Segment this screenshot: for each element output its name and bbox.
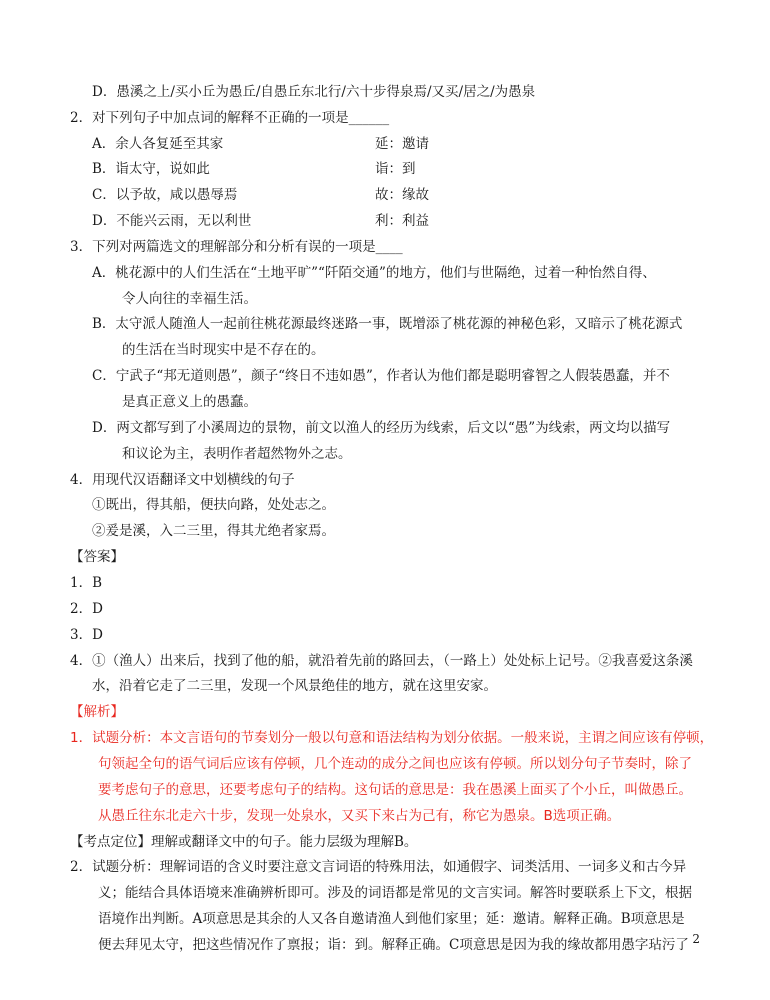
q3-option-c-line2: 是真正意义上的愚蠢。 xyxy=(122,394,257,410)
q2-option-a: A．余人各复延至其家 延：邀请 xyxy=(92,136,429,152)
analysis-2-line4: 便去拜见太守，把这些情况作了禀报；诣：到。解释正确。C项意思是因为我的缘故都用愚字玷污了 xyxy=(98,937,689,953)
q2-option-d: D．不能兴云雨，无以利世 利：利益 xyxy=(92,213,429,229)
answer-4-line1: 4．①（渔人）出来后，找到了他的船，就沿着先前的路回去，（一路上）处处标上记号。②我喜爱这条溪 xyxy=(70,653,693,669)
answer-1: 1．B xyxy=(70,575,103,591)
q3-option-d-line1: D．两文都写到了小溪周边的景物，前文以渔人的经历为线索，后文以“愚”为线索，两文均以描写 xyxy=(92,420,671,436)
page-number: 2 xyxy=(692,932,700,946)
q4-sentence-2: ②爰是溪，入二三里，得其尤绝者家焉。 xyxy=(92,523,335,539)
q4-stem: 4．用现代汉语翻译文中划横线的句子 xyxy=(70,472,295,488)
q3-option-b-line1: B．太守派人随渔人一起前往桃花源最终迷路一事，既增添了桃花源的神秘色彩，又暗示了桃花源式 xyxy=(92,316,683,332)
q3-option-a-line2: 令人向往的幸福生活。 xyxy=(122,291,257,307)
q4-sentence-1: ①既出，得其船，便扶向路，处处志之。 xyxy=(92,497,335,513)
answer-4-line2: 水，沿着它走了二三里，发现一个风景绝佳的地方，就在这里安家。 xyxy=(92,678,497,694)
q2-option-a-gloss: 延：邀请 xyxy=(375,136,429,152)
analysis-1-line3: 要考虑句子的意思，还要考虑句子的结构。这句话的意思是：我在愚溪上面买了个小丘，叫做愚丘。 xyxy=(98,782,692,798)
q2-option-b-gloss: 诣：到 xyxy=(375,161,416,177)
q3-option-c-line1: C．宁武子“邦无道则愚”，颜子“终日不违如愚”，作者认为他们都是聪明睿智之人假装愚蠢，并不 xyxy=(92,368,670,384)
q3-option-b-line2: 的生活在当时现实中是不存在的。 xyxy=(122,342,325,358)
q2-option-c: C．以予故，咸以愚辱焉 故：缘故 xyxy=(92,187,429,203)
analysis-1-line1: 1．试题分析：本文言语句的节奏划分一般以句意和语法结构为划分依据。一般来说，主谓之间应该有停顿， xyxy=(70,730,714,746)
q3-option-d-line2: 和议论为主，表明作者超然物外之志。 xyxy=(122,446,352,462)
q2-stem: 2．对下列句子中加点词的解释不正确的一项是______ xyxy=(70,110,390,126)
q3-stem: 3．下列对两篇选文的理解部分和分析有误的一项是____ xyxy=(70,239,403,255)
kaodian-line: 【考点定位】理解或翻译文中的句子。能力层级为理解B。 xyxy=(70,834,418,850)
analysis-2-line1: 2．试题分析：理解词语的含义时要注意文言词语的特殊用法，如通假字、词类活用、一词多义和古今异 xyxy=(70,859,687,875)
analysis-1-line4: 从愚丘往东北走六十步，发现一处泉水，又买下来占为己有，称它为愚泉。B选项正确。 xyxy=(98,808,621,824)
q2-option-c-gloss: 故：缘故 xyxy=(375,187,429,203)
analysis-2-line3: 语境作出判断。A项意思是其余的人又各自邀请渔人到他们家里；延：邀请。解释正确。B项意思是 xyxy=(98,911,685,927)
q2-option-b: B．诣太守，说如此 诣：到 xyxy=(92,161,416,177)
answer-3: 3．D xyxy=(70,627,103,643)
q1-option-d: D．愚溪之上/买小丘为愚丘/自愚丘东北行/六十步得泉焉/又买/居之/为愚泉 xyxy=(92,84,536,100)
q3-option-a-line1: A．桃花源中的人们生活在“土地平旷”“阡陌交通”的地方，他们与世隔绝，过着一种怡然自得、 xyxy=(92,265,656,281)
answer-2: 2．D xyxy=(70,601,103,617)
q2-option-d-gloss: 利：利益 xyxy=(375,213,429,229)
analysis-2-line2: 义；能结合具体语境来准确辨析即可。涉及的词语都是常见的文言实词。解答时要联系上下文，根据 xyxy=(98,885,692,901)
analysis-1-line2: 句领起全句的语气词后应该有停顿，几个连动的成分之间也应该有停顿。所以划分句子节奏时，除了 xyxy=(98,756,692,772)
analysis-heading: 【解析】 xyxy=(70,704,124,720)
answer-heading: 【答案】 xyxy=(70,549,124,565)
